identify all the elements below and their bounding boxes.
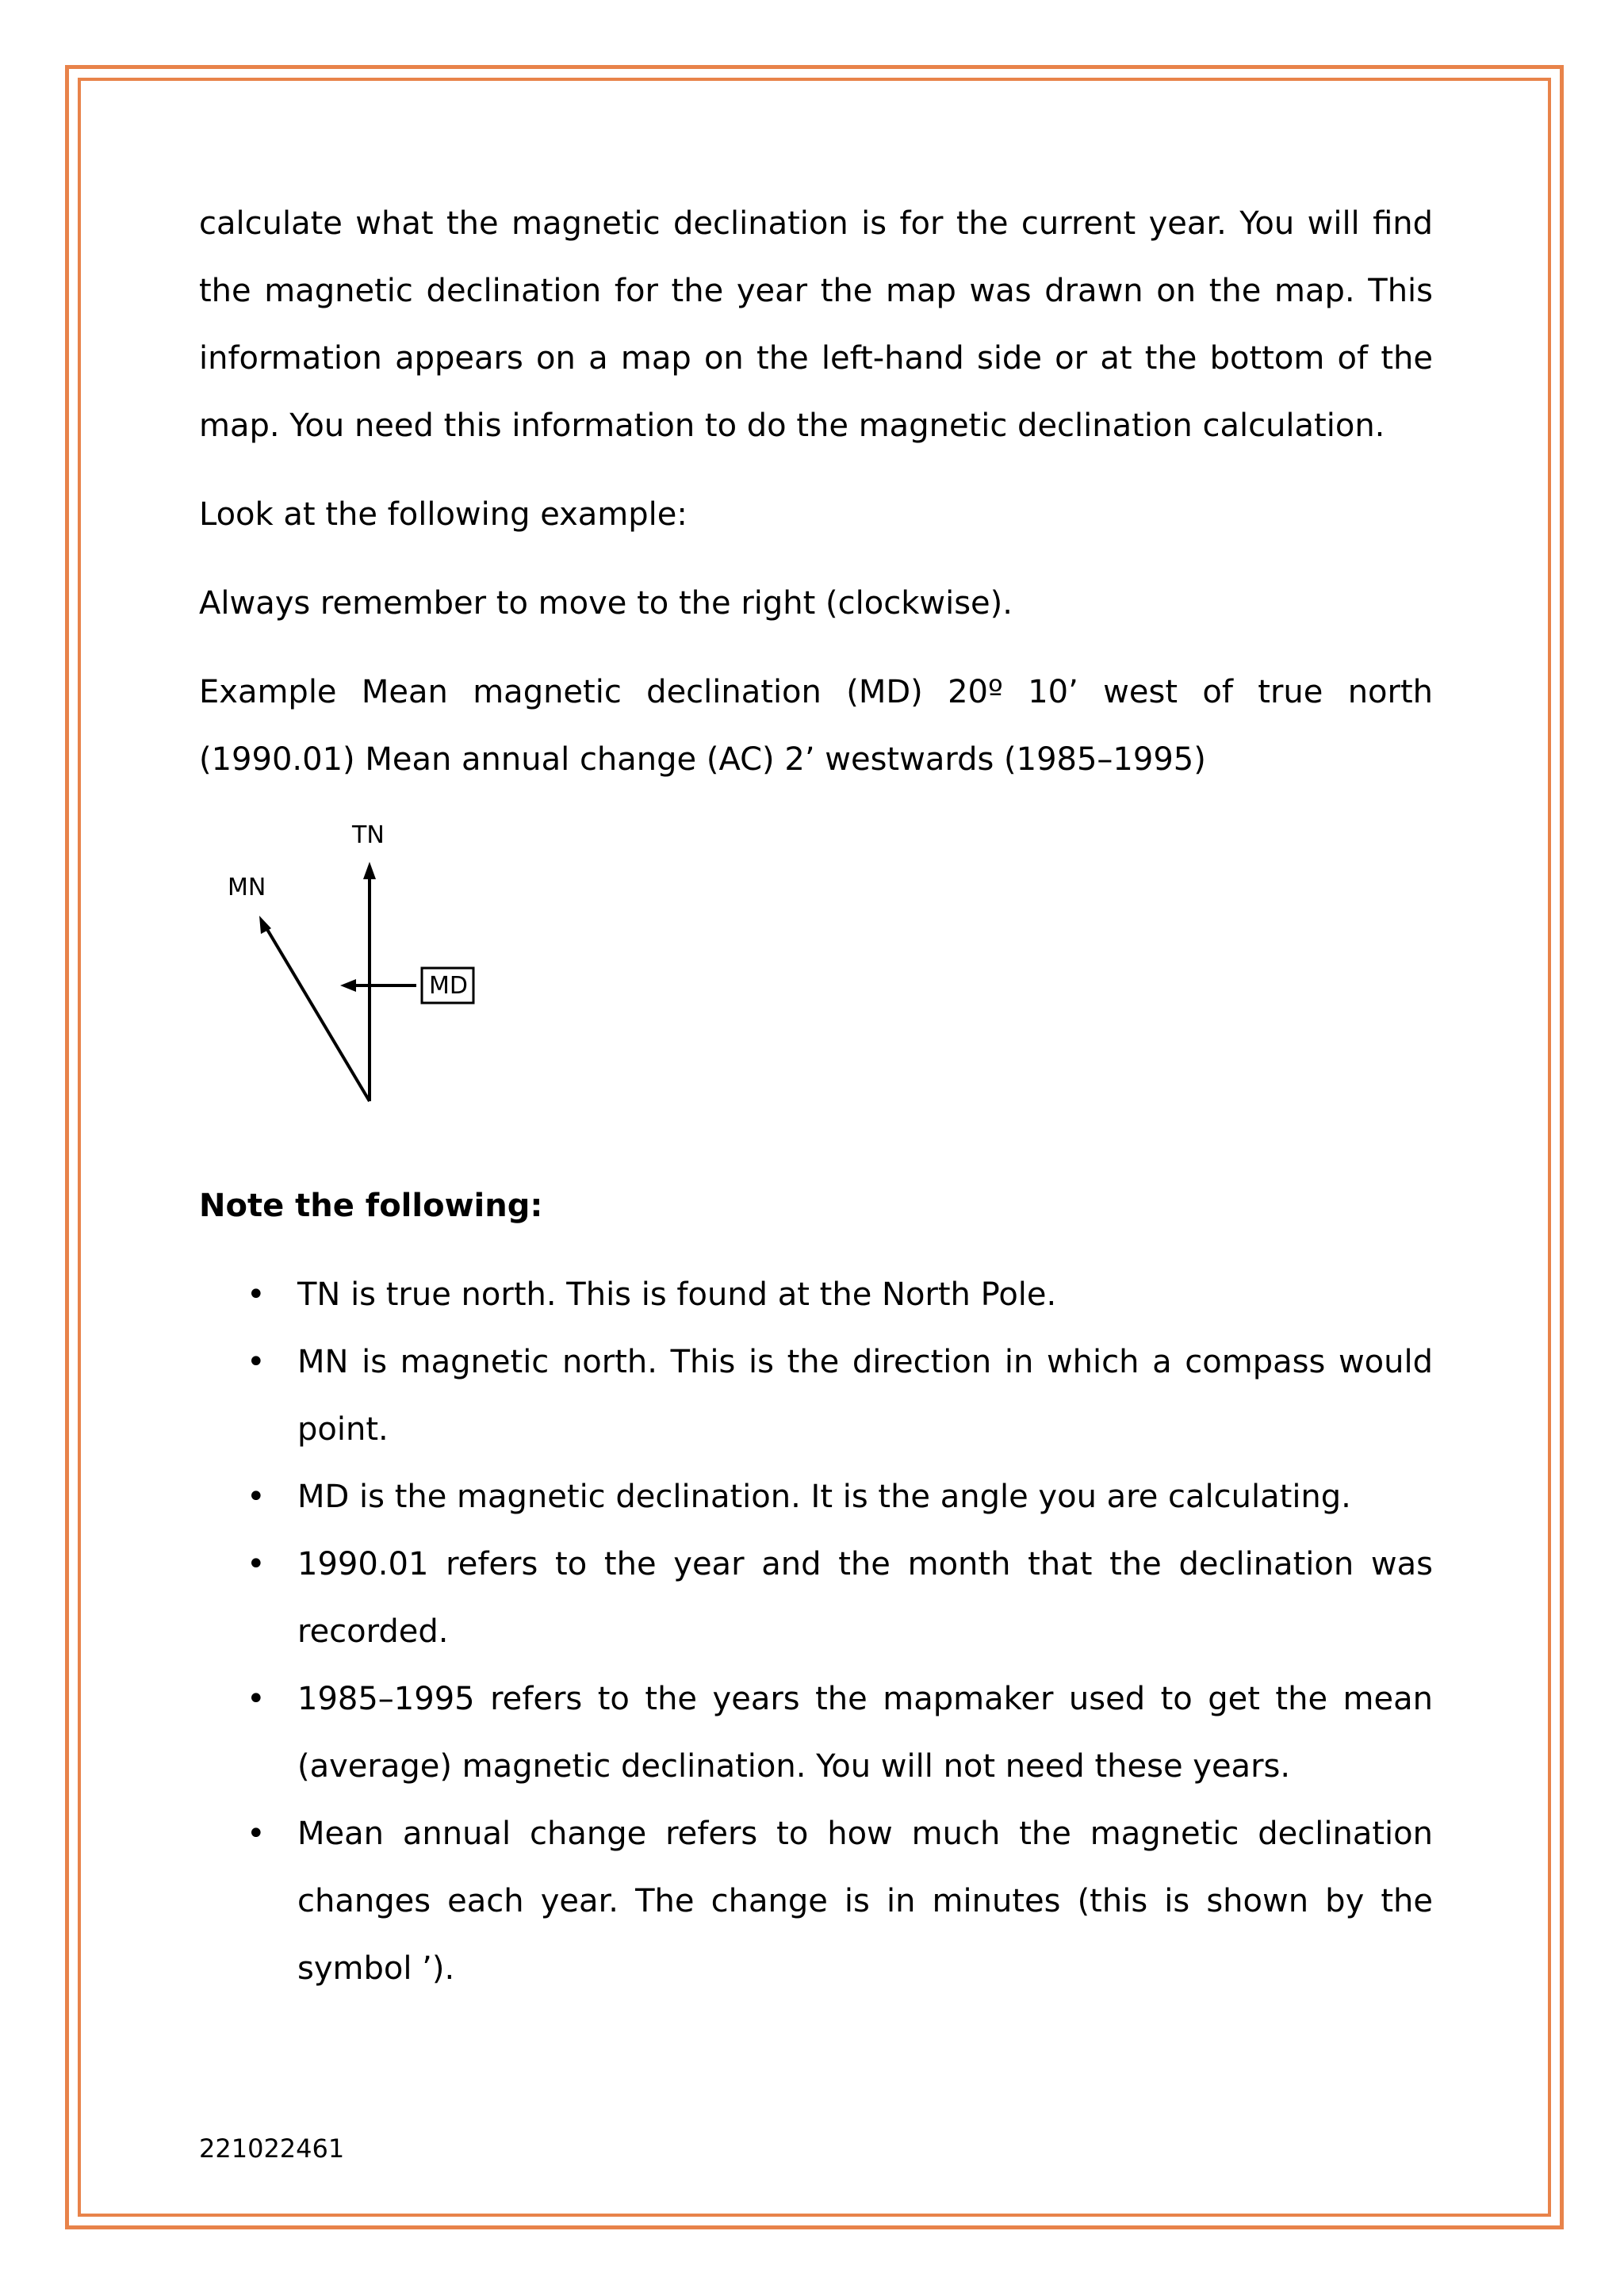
list-item-text: TN is true north. This is found at the North Pole. <box>297 1276 1057 1313</box>
mn-line <box>266 927 370 1101</box>
bullet-icon: • <box>247 1276 266 1313</box>
list-item-text: 1990.01 refers to the year and the month that the declination was recorded. <box>297 1546 1433 1650</box>
declination-diagram-svg <box>213 817 546 1119</box>
list-item <box>199 1531 1433 1666</box>
list-item-text: 1985–1995 refers to the years the mapmaker used to get the mean (average) magnetic declination. You will not need these years. <box>297 1681 1433 1785</box>
declination-diagram <box>213 817 546 1119</box>
tn-label: TN <box>352 821 385 849</box>
always-paragraph: Always remember to move to the right (clockwise). <box>199 585 1013 622</box>
list-item-text: MN is magnetic north. This is the direction in which a compass would point. <box>297 1344 1433 1448</box>
md-arrowhead <box>340 979 356 992</box>
list-item-text: Mean annual change refers to how much the magnetic declination changes each year. The change is in minutes (this is shown by the symbol ’). <box>297 1816 1433 1987</box>
list-item <box>199 1800 1433 2003</box>
list-item <box>199 1666 1433 1800</box>
intro-paragraph: calculate what the magnetic declination is for the current year. You will find the magnetic declination for the year the map was drawn on the map. This information appears on a map on the left-hand side or at the bottom of the map. You need this information to do the magnetic declination calculation. <box>199 205 1433 444</box>
list-item <box>199 1329 1433 1464</box>
look-paragraph: Look at the following example: <box>199 496 688 533</box>
md-label: MD <box>429 972 468 1000</box>
list-item-text: MD is the magnetic declination. It is the angle you are calculating. <box>297 1479 1351 1515</box>
bullet-icon: • <box>247 1546 266 1582</box>
notes-heading: Note the following: <box>199 1188 543 1224</box>
bullet-icon: • <box>247 1344 266 1380</box>
notes-list <box>199 1261 1433 2003</box>
bullet-icon: • <box>247 1681 266 1717</box>
bullet-icon: • <box>247 1479 266 1515</box>
list-item <box>199 1261 1433 1329</box>
bullet-icon: • <box>247 1816 266 1852</box>
example-paragraph: Example Mean magnetic declination (MD) 20º 10’ west of true north (1990.01) Mean annual change (AC) 2’ westwards (1985–1995) <box>199 674 1433 778</box>
list-item <box>199 1464 1433 1531</box>
page-id: 221022461 <box>199 2133 345 2164</box>
page-content <box>199 190 1433 2003</box>
tn-arrowhead <box>363 862 376 879</box>
mn-label: MN <box>228 874 266 901</box>
